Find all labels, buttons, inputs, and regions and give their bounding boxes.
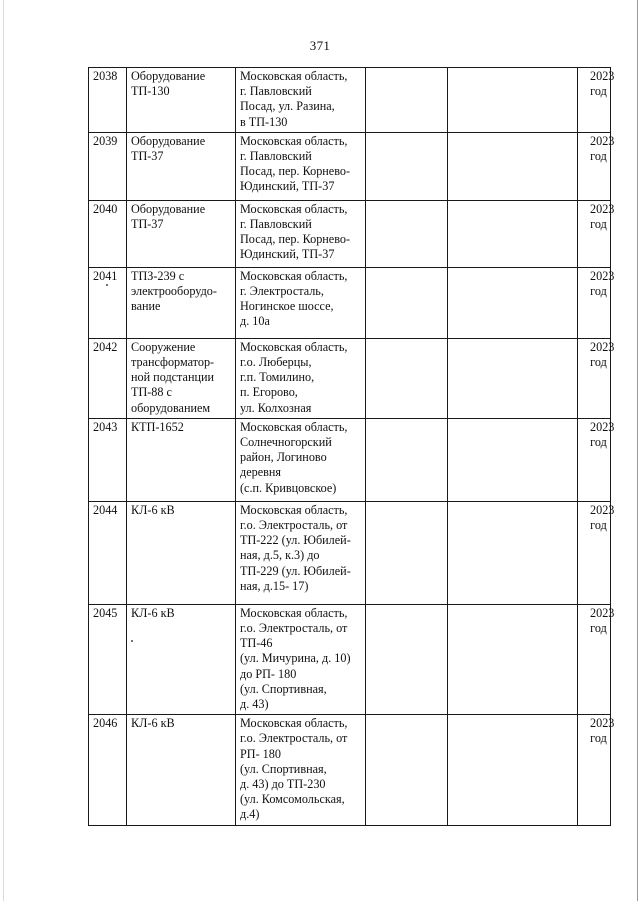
address-line: г. Павловский <box>240 217 312 232</box>
object-name-cell <box>127 267 236 338</box>
year-value: 2023 <box>590 268 615 283</box>
address-line: Ногинское шоссе, <box>240 299 334 314</box>
empty-cell-col4 <box>366 267 448 338</box>
object-name-cell <box>127 68 236 133</box>
object-name-line: вание <box>131 299 161 314</box>
address-line: п. Егорово, <box>240 385 298 400</box>
year-cell <box>578 338 615 418</box>
address-line: Московская область, <box>240 133 348 148</box>
object-name-line: КЛ-6 кВ <box>131 605 175 620</box>
row-number-cell: 2040 <box>89 200 127 267</box>
address-cell <box>236 604 366 714</box>
address-line: (ул. Комсомольская, <box>240 792 345 807</box>
scan-right-edge <box>637 0 638 901</box>
address-cell <box>236 132 366 200</box>
empty-cell-col5 <box>448 68 578 133</box>
row-number-cell: 2045 <box>89 604 127 714</box>
address-line: РП- 180 <box>240 746 281 761</box>
year-cell <box>578 68 615 133</box>
table-row <box>89 200 611 267</box>
row-number-cell: 2046 <box>89 715 127 825</box>
page-number: 371 <box>309 38 331 53</box>
empty-cell-col5 <box>448 501 578 604</box>
year-cell <box>578 132 615 200</box>
row-number-cell: 2039 <box>89 132 127 200</box>
empty-cell-col5 <box>448 132 578 200</box>
year-cell <box>578 267 615 338</box>
address-line: деревня <box>240 465 281 480</box>
address-line: ная, д.5, к.3) до <box>240 548 320 563</box>
address-line: Московская область, <box>240 502 348 517</box>
year-value: 2023 <box>590 69 615 83</box>
year-unit: год <box>590 284 607 299</box>
address-line: Юдинский, ТП-37 <box>240 179 335 194</box>
year-cell <box>578 418 615 501</box>
object-name-line: КТП-1652 <box>131 419 184 434</box>
table-row <box>89 501 611 604</box>
address-line: г.п. Томилино, <box>240 370 315 385</box>
address-cell <box>236 200 366 267</box>
address-line: г. Электросталь, <box>240 284 324 299</box>
address-line: Московская область, <box>240 339 348 354</box>
year-value: 2023 <box>590 605 615 620</box>
year-unit: год <box>590 149 607 164</box>
empty-cell-col4 <box>366 604 448 714</box>
address-line: г. Павловский <box>240 84 312 99</box>
year-unit: год <box>590 518 607 533</box>
address-line: д. 43) <box>240 697 269 712</box>
year-value: 2023 <box>590 339 615 354</box>
object-name-line: ТП-130 <box>131 84 170 99</box>
object-name-cell <box>127 200 236 267</box>
object-name-line: ТП-37 <box>131 217 164 232</box>
empty-cell-col4 <box>366 200 448 267</box>
object-name-line: ной подстанции <box>131 370 215 385</box>
year-value: 2023 <box>590 419 615 434</box>
year-cell <box>578 715 615 825</box>
address-line: Посад, пер. Корнево- <box>240 232 351 247</box>
address-line: район, Логиново <box>240 450 327 465</box>
empty-cell-col4 <box>366 68 448 133</box>
year-value: 2023 <box>590 201 615 216</box>
address-line: Московская область, <box>240 605 348 620</box>
year-cell <box>578 604 615 714</box>
address-line: ТП-222 (ул. Юбилей- <box>240 533 351 548</box>
empty-cell-col5 <box>448 267 578 338</box>
address-line: (ул. Спортивная, <box>240 681 327 696</box>
address-line: Юдинский, ТП-37 <box>240 247 335 262</box>
year-value: 2023 <box>590 716 615 731</box>
object-name-cell <box>127 715 236 825</box>
address-line: г.о. Люберцы, <box>240 355 312 370</box>
address-line: ТП-46 <box>240 636 273 651</box>
year-unit: год <box>590 84 607 99</box>
object-name-line: Оборудование <box>131 201 206 216</box>
object-name-cell <box>127 418 236 501</box>
object-name-line: КЛ-6 кВ <box>131 502 175 517</box>
empty-cell-col4 <box>366 418 448 501</box>
address-line: д.4) <box>240 807 260 822</box>
address-cell <box>236 418 366 501</box>
empty-cell-col4 <box>366 338 448 418</box>
address-line: г. Павловский <box>240 149 312 164</box>
object-name-line: ТП-88 с <box>131 385 172 400</box>
year-value: 2023 <box>590 502 615 517</box>
scan-speck <box>106 284 108 286</box>
address-line: ТП-229 (ул. Юбилей- <box>240 563 351 578</box>
address-line: (с.п. Кривцовское) <box>240 480 337 495</box>
address-line: ная, д.15- 17) <box>240 578 309 593</box>
address-line: ул. Колхозная <box>240 400 312 415</box>
registry-table-body <box>89 68 615 826</box>
object-name-line: ТП-37 <box>131 149 164 164</box>
empty-cell-col5 <box>448 200 578 267</box>
row-number-cell: 2044 <box>89 501 127 604</box>
year-cell <box>578 501 615 604</box>
object-name-cell <box>127 604 236 714</box>
address-line: Московская область, <box>240 268 348 283</box>
empty-cell-col5 <box>448 604 578 714</box>
object-name-line: трансформатор- <box>131 355 215 370</box>
row-number-cell: 2038 <box>89 68 127 133</box>
address-line: Московская область, <box>240 419 348 434</box>
table-row <box>89 604 611 714</box>
address-line: Московская область, <box>240 716 348 731</box>
address-line: Солнечногорский <box>240 435 332 450</box>
table-row <box>89 715 611 825</box>
address-line: г.о. Электросталь, от <box>240 621 348 636</box>
object-name-line: Оборудование <box>131 69 206 83</box>
empty-cell-col5 <box>448 338 578 418</box>
object-name-cell <box>127 132 236 200</box>
address-line: Московская область, <box>240 201 348 216</box>
year-unit: год <box>590 217 607 232</box>
address-line: (ул. Мичурина, д. 10) <box>240 651 351 666</box>
year-unit: год <box>590 621 607 636</box>
registry-table <box>88 67 615 826</box>
row-number-cell: 2043 <box>89 418 127 501</box>
empty-cell-col4 <box>366 501 448 604</box>
table-row <box>89 132 611 200</box>
scan-left-edge <box>3 0 4 901</box>
row-number-cell: 2042 <box>89 338 127 418</box>
address-line: до РП- 180 <box>240 666 297 681</box>
address-cell <box>236 267 366 338</box>
address-line: д. 10а <box>240 314 270 329</box>
object-name-line: оборудованием <box>131 400 211 415</box>
address-line: Посад, ул. Разина, <box>240 99 335 114</box>
object-name-cell <box>127 338 236 418</box>
row-number-cell: 2041 <box>89 267 127 338</box>
object-name-line: Сооружение <box>131 339 196 354</box>
table-row <box>89 418 611 501</box>
year-cell <box>578 200 615 267</box>
empty-cell-col4 <box>366 132 448 200</box>
empty-cell-col5 <box>448 715 578 825</box>
year-unit: год <box>590 731 607 746</box>
empty-cell-col5 <box>448 418 578 501</box>
year-value: 2023 <box>590 133 615 148</box>
object-name-line: ТПЗ-239 с <box>131 268 185 283</box>
year-unit: год <box>590 435 607 450</box>
address-line: г.о. Электросталь, от <box>240 731 348 746</box>
address-line: в ТП-130 <box>240 114 288 129</box>
object-name-line: Оборудование <box>131 133 206 148</box>
address-line: Посад, пер. Корнево- <box>240 164 351 179</box>
scan-speck <box>131 640 133 642</box>
address-line: д. 43) до ТП-230 <box>240 777 326 792</box>
year-unit: год <box>590 355 607 370</box>
empty-cell-col4 <box>366 715 448 825</box>
address-line: г.о. Электросталь, от <box>240 518 348 533</box>
table-row <box>89 68 611 133</box>
object-name-line: электрооборудо- <box>131 284 217 299</box>
address-cell <box>236 338 366 418</box>
address-line: (ул. Спортивная, <box>240 761 327 776</box>
object-name-cell <box>127 501 236 604</box>
address-cell <box>236 715 366 825</box>
address-cell <box>236 501 366 604</box>
table-row <box>89 267 611 338</box>
address-line: Московская область, <box>240 69 348 83</box>
address-cell <box>236 68 366 133</box>
object-name-line: КЛ-6 кВ <box>131 716 175 731</box>
table-row <box>89 338 611 418</box>
